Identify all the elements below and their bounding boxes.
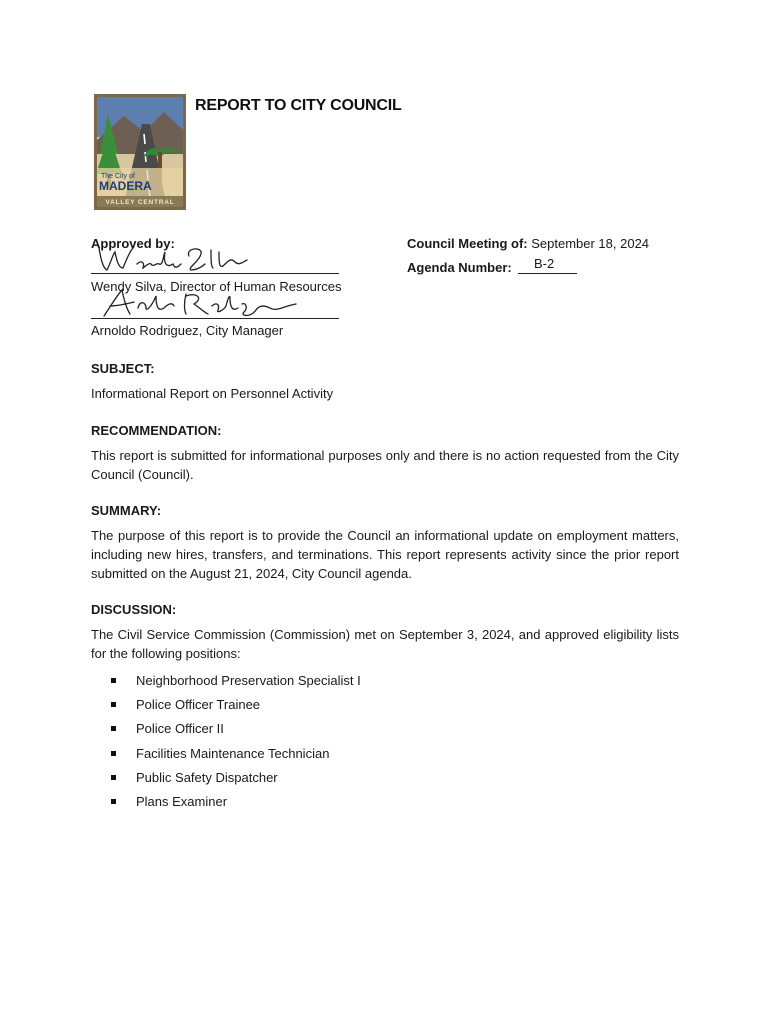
arnoldo-rodriguez-signature (100, 286, 300, 322)
list-item (91, 672, 361, 696)
council-meeting-value: September 18, 2024 (531, 236, 650, 251)
position-name: Facilities Maintenance Technician (136, 745, 330, 761)
bullet-icon (111, 726, 116, 731)
discussion-text: The Civil Service Commission (Commission) met on September 3, 2024, and approved eligibility lists for the following positions: (91, 627, 679, 661)
approved-positions-list (91, 672, 361, 817)
signature-line (91, 273, 339, 274)
logo-text-the-city-of: The City of (101, 173, 135, 180)
logo-text-madera: MADERA (99, 179, 152, 193)
logo-text-valley-central: VALLEY CENTRAL (105, 199, 175, 206)
position-name: Plans Examiner (136, 793, 228, 809)
report-title: REPORT TO CITY COUNCIL (195, 97, 402, 114)
subject-text: Informational Report on Personnel Activity (91, 386, 334, 401)
summary-text: The purpose of this report is to provide the Council an informational update on employment matters, including new hires, transfers, and terminations. This report represents activity since the prior report submitted on the August 21, 2024, City Council agenda. (91, 528, 679, 581)
discussion-heading: DISCUSSION: (91, 602, 177, 617)
approved-by-label: Approved by: (91, 236, 175, 251)
agenda-number-value: B-2 (534, 256, 555, 271)
list-item (91, 745, 361, 769)
agenda-number-line (518, 273, 577, 274)
list-item (91, 769, 361, 793)
bullet-icon (111, 678, 116, 683)
list-item (91, 696, 361, 720)
list-item (91, 793, 361, 817)
subject-heading: SUBJECT: (91, 361, 155, 376)
council-meeting-date (407, 236, 649, 251)
position-name: Neighborhood Preservation Specialist I (136, 673, 361, 688)
council-meeting-label: Council Meeting of: (407, 236, 528, 251)
list-item (91, 720, 361, 744)
bullet-icon (111, 775, 116, 780)
agenda-number-label: Agenda Number: (407, 260, 512, 275)
wendy-silva-signature (93, 242, 253, 274)
bullet-icon (111, 702, 116, 707)
summary-heading: SUMMARY: (91, 503, 162, 518)
signer-city-manager: Arnoldo Rodriguez, City Manager (91, 323, 284, 338)
signer-hr-director: Wendy Silva, Director of Human Resources (91, 279, 342, 294)
bullet-icon (111, 799, 116, 804)
city-of-madera-logo (94, 94, 186, 210)
recommendation-text: This report is submitted for informational purposes only and there is no action requested from the City Council (Council). (91, 448, 679, 482)
bullet-icon (111, 751, 116, 756)
recommendation-heading: RECOMMENDATION: (91, 423, 222, 438)
position-name: Police Officer II (136, 721, 224, 737)
position-name: Public Safety Dispatcher (136, 769, 278, 785)
signature-line (91, 318, 339, 319)
position-name: Police Officer Trainee (136, 697, 261, 713)
